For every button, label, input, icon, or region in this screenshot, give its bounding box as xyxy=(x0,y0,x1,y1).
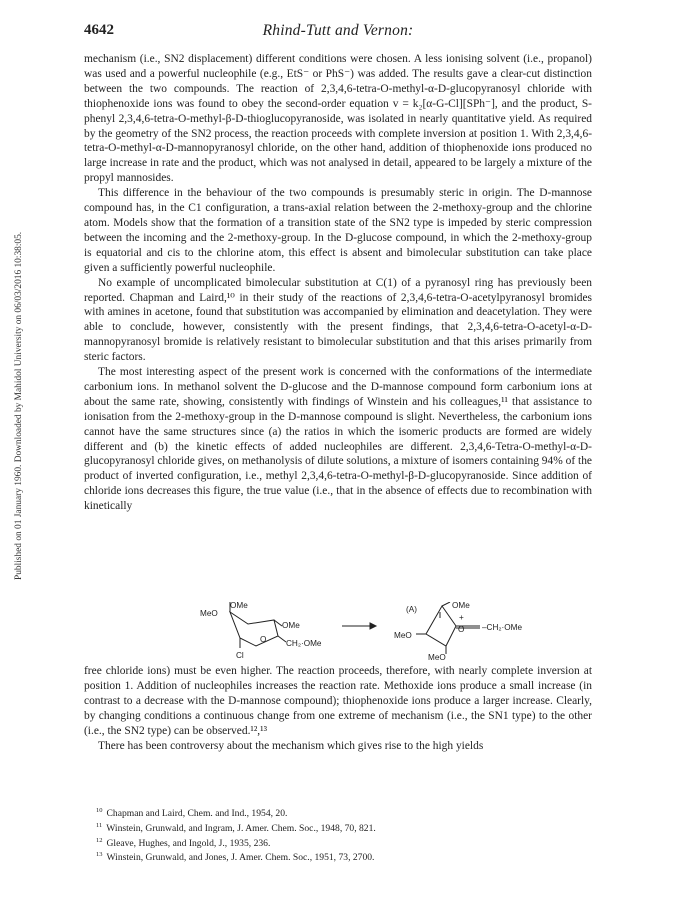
page-header xyxy=(84,22,592,44)
reference-number: 12 xyxy=(96,836,103,844)
provenance-note: Published on 01 January 1960. Downloaded by Mahidol University on 06/03/2016 10:38:05. xyxy=(14,231,24,580)
paragraph-3: No example of uncomplicated bimolecular substitution at C(1) of a pyranosyl ring has previously been reported. Chapman and Laird,¹⁰ in their study of the reactions of 2,3,4,6-tetra-O-acetylpyranosyl bromides with amines in acetone, found that substitution was accompanied by elimination and deacetylation. They were able to conclude, however, consistently with the present findings, that 2,3,4,6-tetra-O-acetyl-α-D-mannopyranosyl bromide is relatively resistant to bimolecular substitution and that this arises primarily from steric factors. xyxy=(84,276,592,364)
provenance-sidebar xyxy=(2,150,24,580)
reaction-arrow xyxy=(342,623,376,629)
reference-text: Chapman and Laird, Chem. and Ind., 1954, 20. xyxy=(106,808,288,820)
scheme-left-label-ome-top: OMe xyxy=(230,602,248,610)
reaction-scheme xyxy=(200,602,580,662)
reference-10 xyxy=(96,805,586,820)
reaction-scheme-drawing xyxy=(200,602,580,662)
reference-text: Winstein, Grunwald, and Ingram, J. Amer. Chem. Soc., 1948, 70, 821. xyxy=(106,822,376,834)
page-number: 4642 xyxy=(84,22,114,38)
reference-11 xyxy=(96,820,586,835)
reference-text: Gleave, Hughes, and Ingold, J., 1935, 236. xyxy=(106,837,271,849)
reference-number: 11 xyxy=(96,821,103,829)
scheme-right-label-ring-o: O xyxy=(458,625,465,634)
reference-13 xyxy=(96,849,586,864)
paragraph-5: free chloride ions) must be even higher. The reaction proceeds, therefore, with nearly complete inversion at position 1. Addition of nucleophiles increases the reaction rate. Methoxide ions produce a small increase (in contrast to a decrease with the D-mannose compound); thiophenoxide ions produce a larger increase. Clearly, by changing conditions a continuous change from one extreme of mechanism (i.e., the SN1 type) to the other (i.e., the SN2 type) can be observed.¹²,¹³ xyxy=(84,665,592,737)
running-head: Rhind-Tutt and Vernon: xyxy=(262,22,414,39)
carbonium-ion-structure xyxy=(416,602,480,654)
paragraph-2: This difference in the behaviour of the two compounds is presumably steric in origin. The D-mannose compound has, in the C1 configuration, a trans-axial relation between the 2-methoxy-group and the chlorine atom. Models show that the formation of a transition state of the SN2 type is impeded by steric compression between the incoming and the 2-methoxy-group. In the D-glucose compound, in which the 2-methoxy-group is equatorial and cis to the chlorine atom, this effect is absent and bimolecular substitution can take place given a sufficiently powerful nucleophile. xyxy=(84,187,592,274)
scheme-left-label-ome-right: OMe xyxy=(282,621,300,630)
scheme-right-label-ome: OMe xyxy=(452,602,470,610)
paragraph-4: The most interesting aspect of the present work is concerned with the conformations of the intermediate carbonium ions. In methanol solvent the D-glucose and the D-mannose compound form carbonium ions at about the same rate, showing, consistently with findings of Winstein and his colleagues,¹¹ that assistance to ionisation from the 2-methoxy-group in the D-mannose compound is slight. Nevertheless, the carbonium ions cannot have the same structures since (a) the ratios in which the isomeric products are formed are widely different and (b) the kinetic effects of added nucleophiles are different. 2,3,4,6-Tetra-O-methyl-α-D-glucopyranosyl chloride gives, on methanolysis of dilute solutions, a mixture of isomers containing 94% of the product of inverted configuration, i.e., methyl 2,3,4,6-tetra-O-methyl-β-D-glucopyranoside. Since addition of chloride ions decreases this figure, the true value (i.e., that in the absence of effects due to recombination with kinetically xyxy=(84,366,592,513)
scheme-left-label-cl: Cl xyxy=(236,651,244,660)
paragraph-6: There has been controversy about the mechanism which gives rise to the high yields xyxy=(98,739,484,752)
main-text-after-figure xyxy=(84,664,592,753)
reference-number: 10 xyxy=(96,807,103,814)
scheme-right-label-plus: + xyxy=(459,613,464,622)
scheme-right-label-meo-upper: MeO xyxy=(394,631,412,640)
paragraph-1: mechanism (i.e., SN2 displacement) different conditions were chosen. A less ionising solvent (i.e., propanol) was used and a powerful nucleophile (e.g., EtS⁻ or PhS⁻) was added. The results gave a clear-cut distinction between the two compounds. The reaction of 2,3,4,6-tetra-O-methyl-α-D-glucopyranosyl chloride with thiophenoxide ions was found to obey the second-order equation v = k₂[α-G-Cl][SPh⁻], and the product, S-phenyl 2,3,4,6-tetra-O-methyl-β-D-thioglucopyranoside, was isolated in nearly quantitative yield. As required by the geometry of the SN2 process, the reaction proceeds with complete inversion at position 1. With 2,3,4,6-tetra-O-methyl-α-D-mannopyranosyl chloride, on the other hand, addition of thiophenoxide ions produced no large increase in rate and the product, which was not analysed in detail, appeared to be largely a mixture of the propyl mannosides. xyxy=(84,53,592,185)
footnote-references xyxy=(96,805,586,864)
reference-12 xyxy=(96,835,586,850)
scheme-left-label-ch2ome: CH₂·OMe xyxy=(286,639,322,648)
scheme-right-label-ch2ome: –CH₂·OMe xyxy=(482,623,523,632)
scheme-right-label-a: (A) xyxy=(406,605,417,614)
main-text xyxy=(84,52,592,514)
reference-number: 13 xyxy=(96,851,103,859)
scheme-left-label-ring-o: O xyxy=(260,635,267,644)
scheme-left-label-meo: MeO xyxy=(200,609,218,618)
scheme-right-label-meo-lower: MeO xyxy=(428,653,446,662)
reference-text: Winstein, Grunwald, and Jones, J. Amer. Chem. Soc., 1951, 73, 2700. xyxy=(106,852,375,864)
